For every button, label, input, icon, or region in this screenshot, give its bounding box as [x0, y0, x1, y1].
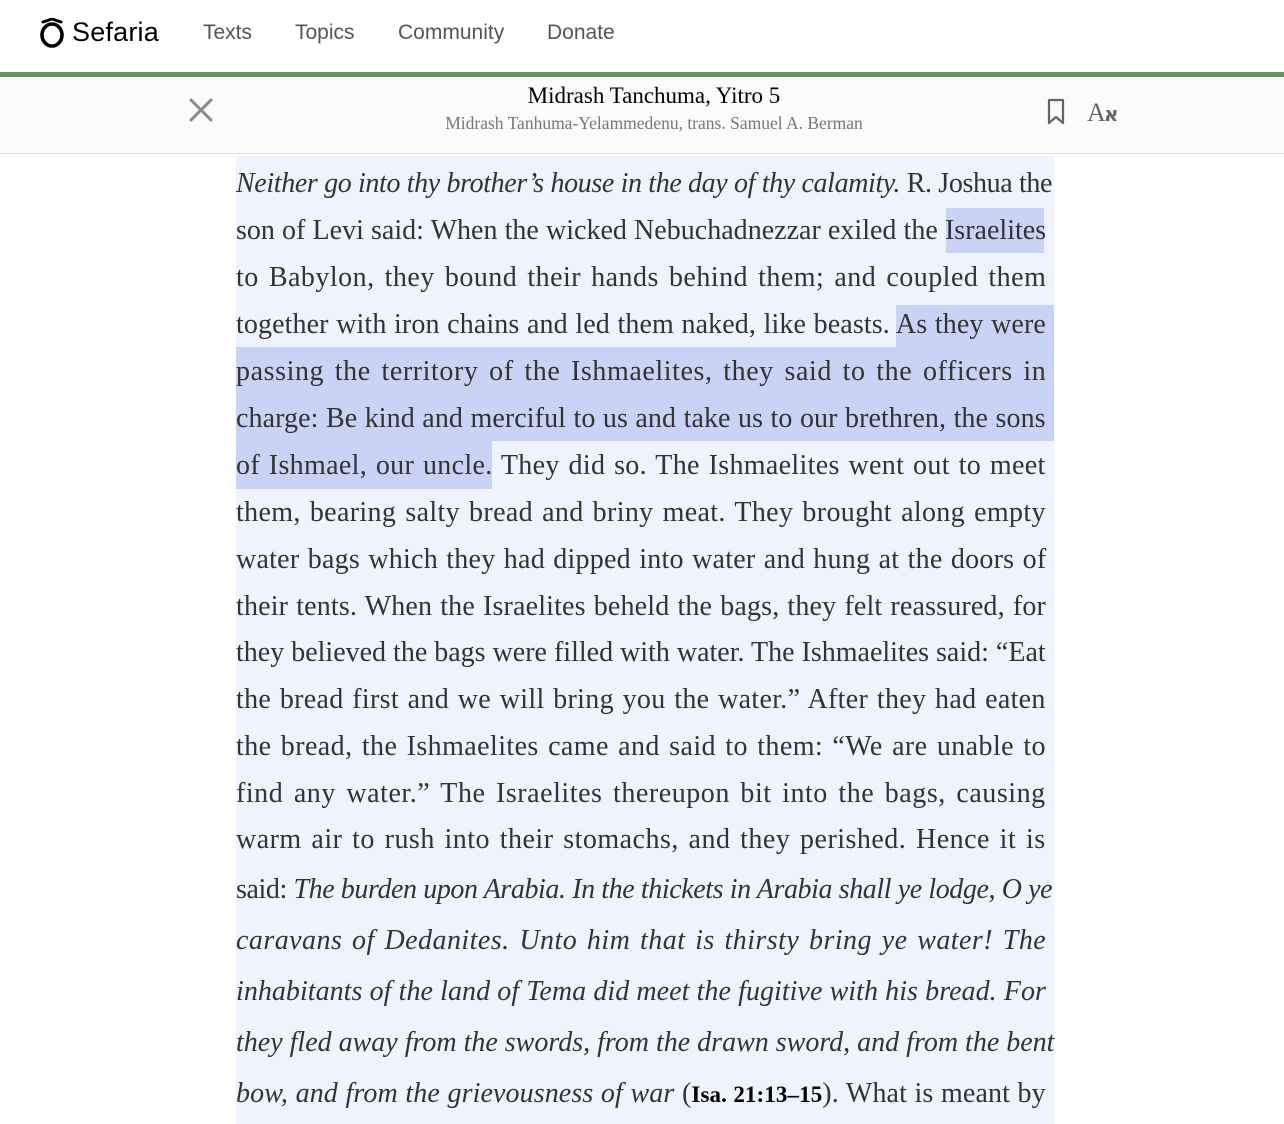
text-line — [236, 633, 1046, 673]
text-line — [236, 680, 1046, 720]
text-run: them, bearing salty bread and briny meat. They brought along empty — [236, 497, 1046, 528]
highlighted-text: charge: Be kind and merciful to us and take us to our brethren, the sons — [236, 403, 1046, 434]
bookmark-icon — [1046, 98, 1066, 126]
text-run: they believed the bags were filled with water. The Ishmaelites said: “Eat — [236, 637, 1046, 668]
verse-quote: caravans of Dedanites. Unto him that is thirsty bring ye water! The — [236, 925, 1047, 956]
text-line — [236, 1023, 1054, 1063]
logo-text: Sefaria — [72, 16, 159, 47]
highlighted-text: Israelites — [944, 215, 1047, 246]
svg-text:א: א — [1104, 102, 1119, 126]
text-line — [236, 446, 1046, 486]
text-line — [236, 258, 1046, 298]
text-line — [236, 820, 1046, 860]
top-navigation — [0, 0, 1284, 72]
text-run: warm air to rush into their stomachs, and they perished. Hence it is — [236, 824, 1046, 855]
highlighted-text: As they were — [895, 309, 1046, 340]
nav-link-topics[interactable]: Topics — [295, 21, 355, 44]
svg-text:A: A — [1087, 98, 1106, 127]
text-run: said: — [236, 874, 294, 905]
highlighted-text: passing the territory of the Ishmaelites, they said to the officers in — [236, 356, 1047, 387]
nav-link-texts[interactable]: Texts — [203, 21, 253, 44]
text-line — [236, 352, 1046, 392]
text-line — [236, 164, 1052, 204]
text-run: to Babylon, they bound their hands behind them; and coupled them — [236, 262, 1047, 293]
reader-header — [0, 77, 1284, 154]
text-run: They did so. The Ishmaelites went out to meet — [492, 450, 1046, 481]
sefaria-logo[interactable] — [39, 16, 159, 50]
text-run: the bread, the Ishmaelites came and said to them: “We are unable to — [236, 731, 1046, 762]
sefaria-logo-icon — [39, 18, 65, 48]
text-run: son of Levi said: When the wicked Nebuchadnezzar exiled the — [236, 215, 945, 246]
text-line — [236, 587, 1046, 627]
text-line — [236, 870, 1052, 910]
text-line — [236, 1074, 1046, 1114]
nav-link-donate[interactable]: Donate — [547, 21, 615, 44]
reader-subtitle: Midrash Tanhuma-Yelammedenu, trans. Samuel A. Berman — [445, 113, 863, 133]
text-line — [236, 921, 1046, 961]
reader-title[interactable]: Midrash Tanchuma, Yitro 5 — [527, 83, 781, 108]
text-line — [236, 774, 1046, 814]
highlighted-text: of Ishmael, our uncle. — [236, 450, 493, 481]
text-run: their tents. When the Israelites beheld the bags, they felt reassured, for — [236, 591, 1046, 622]
text-run: ( — [674, 1078, 692, 1109]
text-run: ). What is meant by — [822, 1078, 1046, 1109]
text-run: find any water.” The Israelites thereupon bit into the bags, causing — [236, 778, 1046, 809]
verse-quote: Neither go into thy brother’s house in the day of thy calamity. — [236, 168, 901, 199]
text-line — [236, 211, 1046, 251]
text-line — [236, 727, 1046, 767]
verse-quote: inhabitants of the land of Tema did meet the fugitive with his bread. For — [236, 976, 1046, 1007]
text-line — [236, 493, 1046, 533]
text-run: together with iron chains and led them naked, like beasts. — [236, 309, 896, 340]
text-run: R. Joshua the — [900, 168, 1053, 199]
bookmark-button[interactable] — [1046, 98, 1066, 126]
verse-quote: bow, and from the grievousness of war — [236, 1078, 675, 1109]
text-line — [236, 305, 1046, 345]
text-run: the bread first and we will bring you the water.” After they had eaten — [236, 684, 1046, 715]
text-line — [236, 540, 1046, 580]
text-line — [236, 972, 1046, 1012]
text-line — [236, 399, 1046, 439]
font-settings-icon — [1087, 97, 1125, 127]
text-run: water bags which they had dipped into water and hung at the doors of — [236, 544, 1047, 575]
citation-link[interactable]: Isa. 21:13–15 — [691, 1082, 823, 1107]
verse-quote: they fled away from the swords, from the drawn sword, and from the bent — [236, 1027, 1055, 1058]
nav-link-community[interactable]: Community — [398, 21, 505, 44]
font-settings-button[interactable] — [1087, 97, 1125, 127]
verse-quote: The burden upon Arabia. In the thickets in Arabia shall ye lodge, O ye — [293, 874, 1053, 905]
